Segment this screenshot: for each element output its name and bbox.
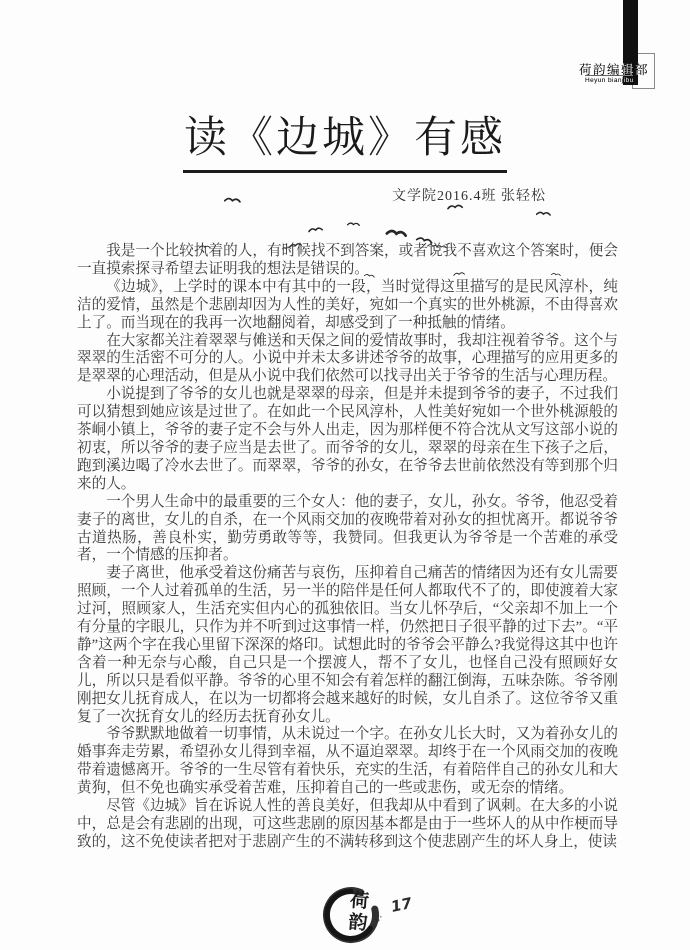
paragraph: 《边城》，上学时的课本中有其中的一段，当时觉得这里描写的是民风淳朴，纯洁的爱情，虽然是个悲剧却因为人性的美好，宛如一个真实的世外桃源，不由得喜欢上了。而当现在的我再一次地翻阅着，却感受到了一种抵触的情绪。 [77,278,618,331]
paragraph: 爷爷默默地做着一切事情，从未说过一个字。在孙女儿长大时，又为着孙女儿的婚事奔走劳累，希望孙女儿得到幸福，从不逼迫翠翠。却终于在一个风雨交加的夜晚带着遗憾离开。爷爷的一生尽管有着快乐，充实的生活，有着陪伴自己的孙女儿和大黄狗，但不免也确实承受着苦难，压抑着自己的一些或悲伤，或无奈的情绪。 [77,726,618,797]
bird-icon [536,209,552,217]
article-byline: 文学院2016.4班 张轻松 [392,189,546,204]
bird-icon [224,195,242,204]
masthead-subtitle: Heyun bianjibu [585,77,634,84]
paragraph: 在大家都关注着翠翠与傩送和天保之间的爱情故事时，我却注视着爷爷。这个与翠翠的生活密不可分的人。小说中并未太多讲述爷爷的故事，心理描写的应用更多的是翠翠的心理活动，但是从小说中我们依然可以找寻出关于爷爷的生活与心理历程。 [77,332,618,385]
bird-icon [385,227,407,239]
page-number: 17 [389,894,414,916]
paragraph: 小说提到了爷爷的女儿也就是翠翠的母亲，但是并未提到爷爷的妻子，不过我们可以猜想到她应该是过世了。在如此一个民风淳朴，人性美好宛如一个世外桃源般的茶峒小镇上，爷爷的妻子定不会与外人出走，因为那样便不符合沈从文写这部小说的初衷，所以爷爷的妻子应当是去世了。而爷爷的女儿，翠翠的母亲在生下孩子之后，跑到溪边喝了冷水去世了。而翠翠，爷爷的孙女，在爷爷去世前依然没有等到那个归来的人。 [77,386,618,492]
paragraph: 一个男人生命中的最重要的三个女人：他的妻子，女儿，孙女。爷爷，他忍受着妻子的离世，女儿的自杀，在一个风雨交加的夜晚带着对孙女的担忧离开。都说爷爷古道热肠，善良朴实，勤劳勇敢等等，我赞同。但我更认为爷爷是一个苦难的承受者，一个情感的压抑者。 [77,493,618,564]
bird-icon [308,225,324,233]
article-title: 读《边城》有感 [184,115,506,162]
masthead-title: 荷韵编辑部 [578,63,649,77]
article-body [77,243,618,852]
title-underline [183,170,507,173]
paragraph: 妻子离世，他承受着这份痛苦与哀伤，压抑着自己痛苦的情绪因为还有女儿需要照顾，一个人过着孤单的生活，另一半的陪伴是任何人都取代不了的，即使渡着大家过河，照顾家人，生活充实但内心的孤独依旧。当女儿怀孕后，“父亲却不加上一个有分量的字眼儿，只作为并不听到过这事情一样，仍然把日子很平静的过下去”。“平静”这两个字在我心里留下深深的烙印。试想此时的爷爷会平静么?我觉得这其中也许含着一种无奈与心酸，自己只是一个摆渡人，帮不了女儿，也怪自己没有照顾好女儿，所以只是看似平静。爷爷的心里不知会有着怎样的翻江倒海，五味杂陈。爷爷刚刚把女儿抚育成人，在以为一切都将会越来越好的时候，女儿自杀了。这位爷爷又重复了一次抚育女儿的经历去抚育孙女儿。 [77,565,618,725]
paragraph: 尽管《边城》旨在诉说人性的善良美好，但我却从中看到了讽刺。在大多的小说中，总是会有悲剧的出现，可这些悲剧的原因基本都是由于一些坏人的从中作梗而导致的，这不免使读者把对于悲剧产生的不满转移到这个使悲剧产生的坏人身上，使读 [77,798,618,850]
paragraph: 我是一个比较执着的人，有时候找不到答案，或者说我不喜欢这个答案时，便会一直摸索探寻希望去证明我的想法是错误的。 [77,243,618,277]
bird-icon [447,202,463,210]
stamp-text: 荷韵 [344,889,369,935]
bird-icon [347,221,360,228]
